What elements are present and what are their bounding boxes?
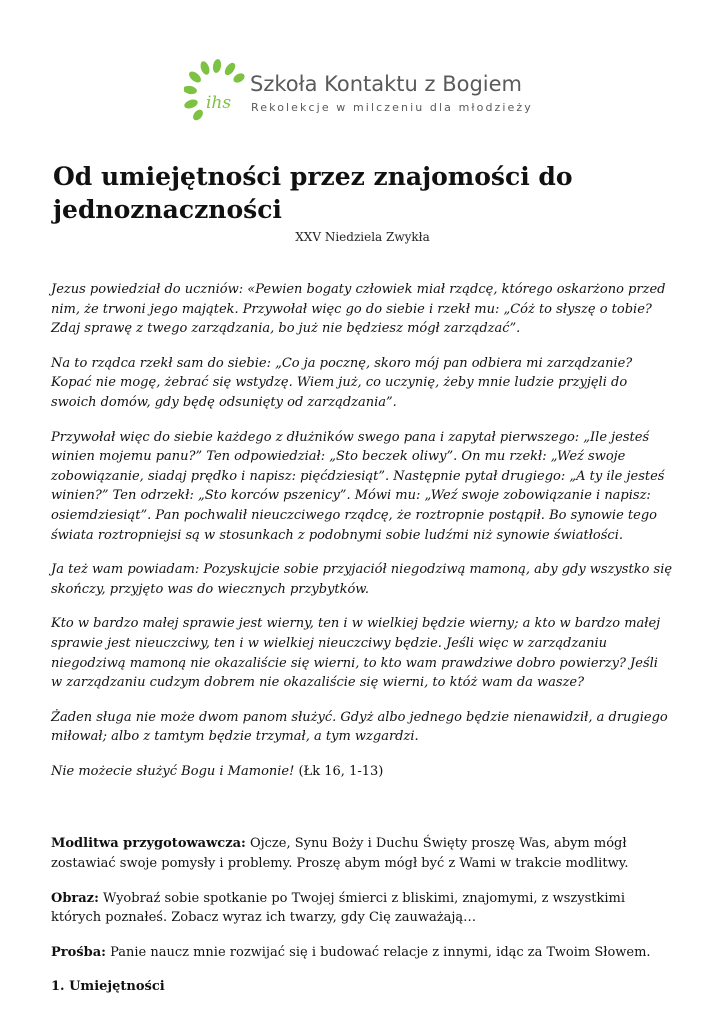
section-heading <box>51 977 673 997</box>
gospel-paragraph-last <box>51 762 673 782</box>
section-heading-text: 1. Umiejętności <box>51 979 165 995</box>
article-body <box>51 280 673 1012</box>
logo <box>184 58 544 130</box>
image-paragraph <box>51 889 673 928</box>
request-text: Panie naucz mnie rozwijać się i budować relacje z innymi, idąc za Twoim Słowem. <box>110 944 651 960</box>
gospel-paragraph: Na to rządca rzekł sam do siebie: „Co ja pocznę, skoro mój pan odbiera mi zarządzanie? Kopać nie mogę, żebrać się wstydzę. Wiem już, co uczynię, żeby mnie ludzie przyjęli do swoich domów, gdy będę odsunięty od zarządzania”. <box>51 355 633 410</box>
page-title: Od umiejętności przez znajomości do jednoznaczności <box>53 162 573 224</box>
gospel-paragraph: Przywołał więc do siebie każdego z dłużników swego pana i zapytał pierwszego: „Ile jesteś winien mojemu panu?” Ten odpowiedział: „Sto beczek oliwy”. On mu rzekł: „Weź swoje zobowiązanie, siadaj prędko i napisz: pięćdziesiąt”. Następnie pytał drugiego: „A ty ile jesteś winien?” Ten odrzekł: „Sto korców pszenicy”. Mówi mu: „Weź swoje zobowiązanie i napisz: osiemdziesiąt”. Pan pochwalił nieuczciwego rządcę, że roztropnie postąpił. Bo synowie tego świata roztropniejsi są w stosunkach z podobnymi sobie ludźmi niż synowie światłości. <box>51 429 665 543</box>
svg-text:ihs: ihs <box>206 93 232 113</box>
image-label: Obraz: <box>51 890 99 906</box>
logo-title: Szkoła Kontaktu z Bogiem <box>250 72 522 96</box>
logo-subtitle: Rekolekcje w milczeniu dla młodzieży <box>251 101 533 114</box>
gospel-paragraph: Żaden sługa nie może dwom panom służyć. Gdyż albo jednego będzie nienawidził, a drugiego miłował; albo z tamtym będzie trzymał, a tym wzgardzi. <box>51 709 668 745</box>
prayer-label: Modlitwa przygotowawcza: <box>51 836 246 852</box>
image-text: Wyobraź sobie spotkanie po Twojej śmierci z bliskimi, znajomymi, z wszystkimi których poznałeś. Zobacz wyraz ich twarzy, gdy Cię zauważają… <box>51 890 626 926</box>
gospel-reference: (Łk 16, 1-13) <box>298 763 384 779</box>
sun-ihs-logo-icon <box>184 58 248 128</box>
gospel-paragraph: Kto w bardzo małej sprawie jest wierny, ten i w wielkiej będzie wierny; a kto w bardzo małej sprawie jest nieuczciwy, ten i w wielkiej nieuczciwy będzie. Jeśli więc w zarządzaniu niegodziwą mamoną nie okazaliście się wierni, to kto wam prawdziwe dobro powierzy? Jeśli w zarządzaniu cudzym dobrem nie okazaliście się wierni, to któż wam da wasze? <box>51 616 661 691</box>
prayer-text: Ojcze, Synu Boży i Duchu Święty proszę Was, abym mógł zostawiać swoje pomysły i problemy. Proszę abym mógł być z Wami w trakcie modlitwy. <box>51 836 629 872</box>
request-label: Prośba: <box>51 944 106 960</box>
prayer-paragraph <box>51 834 673 873</box>
request-paragraph <box>51 943 673 963</box>
gospel-last-line: Nie możecie służyć Bogu i Mamonie! <box>51 763 295 779</box>
page-subtitle: XXV Niedziela Zwykła <box>295 230 430 244</box>
gospel-paragraph: Jezus powiedział do uczniów: «Pewien bogaty człowiek miał rządcę, którego oskarżono przed nim, że trwoni jego majątek. Przywołał więc go do siebie i rzekł mu: „Cóż to słyszę o tobie? Zdaj sprawę z twego zarządzania, bo już nie będziesz mógł zarządzać”. <box>51 282 666 337</box>
gospel-paragraph: Ja też wam powiadam: Pozyskujcie sobie przyjaciół niegodziwą mamoną, aby gdy wszystko się skończy, przyjęto was do wiecznych przybytków. <box>51 562 673 597</box>
